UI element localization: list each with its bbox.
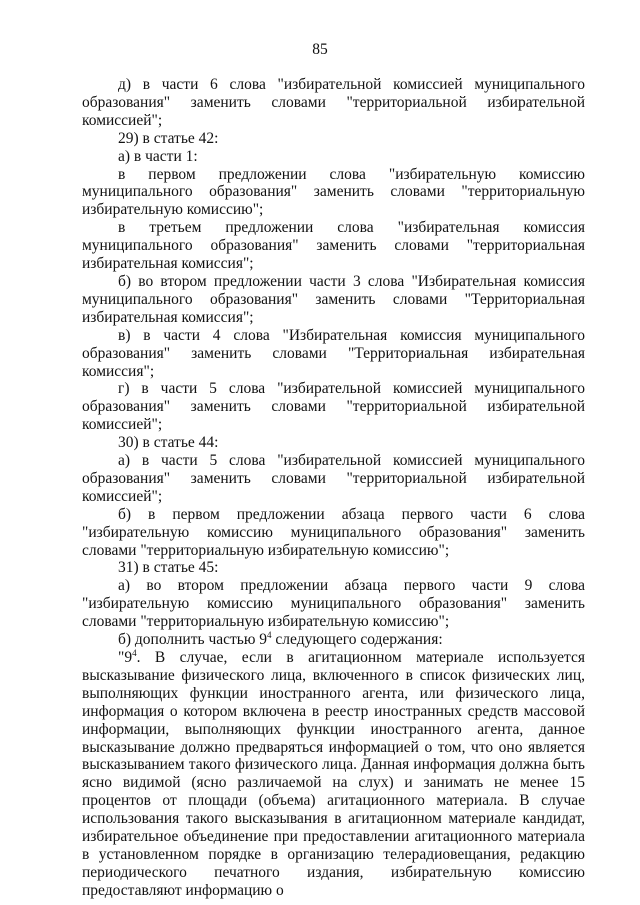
paragraph: б) во втором предложении части 3 слова "Избирательная комиссия муниципального образования" заменить словами "Территориальная избирательная комиссия"; — [82, 272, 585, 326]
quoted-part-text: . В случае, если в агитационном материале используется высказывание физического лица, включенного в список физических лиц, выполняющих функции иностранного агента, или физического лица, информация о котором включена в реестр иностранных средств массовой информации, выполняющих функции иностранного агента, данное высказывание должно предваряться информацией о том, что оно является высказыванием такого физического лица. Данная информация должна быть ясно видимой (ясно различаемой на слух) и занимать не менее 15 процентов от площади (объема) агитационного материала. В случае использования такого высказывания в агитационном материале кандидат, избирательное объединение при предоставлении агитационного материала в установленном порядке в организацию телерадиовещания, редакцию периодического печатного издания, избирательную комиссию предоставляют информацию о — [82, 649, 585, 899]
page-number: 85 — [312, 41, 328, 58]
document-body — [82, 76, 585, 900]
quoted-part-number: "9 — [118, 649, 133, 666]
paragraph: в третьем предложении слова "избирательная комиссия муниципального образования" заменить словами "территориальная избирательная комиссия"; — [82, 219, 585, 273]
paragraph: а) во втором предложении абзаца первого части 9 слова "избирательную комиссию муниципального образования" заменить словами "территориальную избирательную комиссию"; — [82, 577, 585, 631]
superscript: 4 — [132, 648, 137, 658]
paragraph: д) в части 6 слова "избирательной комиссией муниципального образования" заменить словами "территориальной избирательной комиссией"; — [82, 76, 585, 129]
superscript: 4 — [267, 630, 272, 641]
quoted-new-part — [82, 649, 585, 900]
paragraph: а) в части 5 слова "избирательной комиссией муниципального образования" заменить словами "территориальной избирательной комиссией"; — [82, 452, 585, 505]
paragraph: 29) в статье 42: — [118, 129, 219, 147]
paragraph-add-part-text: б) дополнить частью 9 — [118, 631, 268, 649]
paragraph: в) в части 4 слова "Избирательная комиссия муниципального образования" заменить словами "Территориальная избирательная комиссия"; — [82, 326, 585, 380]
paragraph: б) в первом предложении абзаца первого части 6 слова "избирательную комиссию муниципального образования" заменить словами "территориальную избирательную комиссию"; — [82, 505, 585, 559]
paragraph: г) в части 5 слова "избирательной комиссией муниципального образования" заменить словами "территориальной избирательной комиссией"; — [82, 380, 585, 434]
paragraph: 31) в статье 45: — [118, 559, 219, 577]
paragraph: а) в части 1: — [118, 147, 198, 165]
paragraph: 30) в статье 44: — [118, 434, 219, 452]
paragraph-add-part — [82, 631, 585, 649]
paragraph: в первом предложении слова "избирательную комиссию муниципального образования" заменить словами "территориальную избирательную комиссию"; — [82, 165, 585, 219]
paragraph-add-part-text-end: следующего содержания: — [271, 631, 443, 649]
